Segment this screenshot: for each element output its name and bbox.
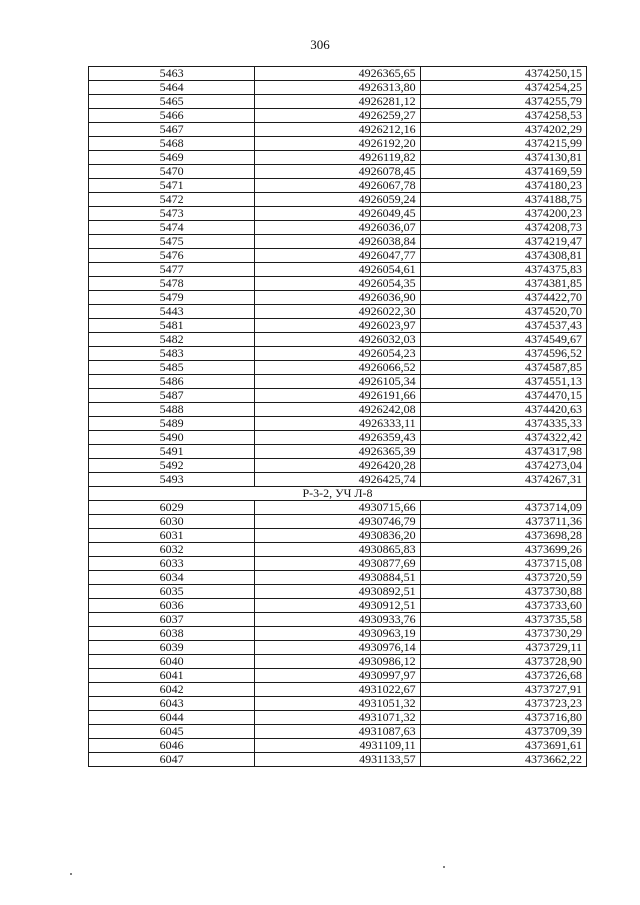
x-coordinate-cell: 4930933,76 (255, 613, 420, 627)
point-number-cell: 6041 (89, 669, 255, 683)
coordinates-table-body (89, 67, 587, 767)
x-coordinate-cell: 4930892,51 (255, 585, 420, 599)
scan-speck (443, 866, 445, 868)
y-coordinate-cell: 4374219,47 (420, 235, 586, 249)
table-row (89, 123, 587, 137)
x-coordinate-cell: 4930836,20 (255, 529, 420, 543)
x-coordinate-cell: 4926038,84 (255, 235, 420, 249)
y-coordinate-cell: 4374308,81 (420, 249, 586, 263)
y-coordinate-cell: 4374551,13 (420, 375, 586, 389)
table-row (89, 277, 587, 291)
y-coordinate-cell: 4373711,36 (420, 515, 586, 529)
point-number-cell: 6042 (89, 683, 255, 697)
x-coordinate-cell: 4926067,78 (255, 179, 420, 193)
point-number-cell: 5487 (89, 389, 255, 403)
table-row (89, 109, 587, 123)
y-coordinate-cell: 4374322,42 (420, 431, 586, 445)
point-number-cell: 5476 (89, 249, 255, 263)
x-coordinate-cell: 4926212,16 (255, 123, 420, 137)
table-row (89, 193, 587, 207)
x-coordinate-cell: 4931087,63 (255, 725, 420, 739)
table-row (89, 445, 587, 459)
x-coordinate-cell: 4926022,30 (255, 305, 420, 319)
table-row (89, 515, 587, 529)
x-coordinate-cell: 4926078,45 (255, 165, 420, 179)
point-number-cell: 5488 (89, 403, 255, 417)
table-row (89, 95, 587, 109)
scan-speck (70, 873, 72, 875)
table-row (89, 669, 587, 683)
y-coordinate-cell: 4373735,58 (420, 613, 586, 627)
table-row (89, 165, 587, 179)
point-number-cell: 5466 (89, 109, 255, 123)
table-row (89, 375, 587, 389)
table-row (89, 557, 587, 571)
point-number-cell: 6040 (89, 655, 255, 669)
point-number-cell: 5464 (89, 81, 255, 95)
y-coordinate-cell: 4374317,98 (420, 445, 586, 459)
x-coordinate-cell: 4926054,61 (255, 263, 420, 277)
x-coordinate-cell: 4926023,97 (255, 319, 420, 333)
y-coordinate-cell: 4374258,53 (420, 109, 586, 123)
table-row (89, 179, 587, 193)
x-coordinate-cell: 4926242,08 (255, 403, 420, 417)
point-number-cell: 5465 (89, 95, 255, 109)
y-coordinate-cell: 4374422,70 (420, 291, 586, 305)
y-coordinate-cell: 4373714,09 (420, 501, 586, 515)
table-row (89, 529, 587, 543)
point-number-cell: 5470 (89, 165, 255, 179)
point-number-cell: 5477 (89, 263, 255, 277)
x-coordinate-cell: 4926281,12 (255, 95, 420, 109)
point-number-cell: 5491 (89, 445, 255, 459)
point-number-cell: 5482 (89, 333, 255, 347)
table-row (89, 291, 587, 305)
point-number-cell: 5481 (89, 319, 255, 333)
point-number-cell: 6031 (89, 529, 255, 543)
y-coordinate-cell: 4374130,81 (420, 151, 586, 165)
x-coordinate-cell: 4931071,32 (255, 711, 420, 725)
x-coordinate-cell: 4930997,97 (255, 669, 420, 683)
point-number-cell: 5469 (89, 151, 255, 165)
y-coordinate-cell: 4374587,85 (420, 361, 586, 375)
x-coordinate-cell: 4931022,67 (255, 683, 420, 697)
table-row (89, 725, 587, 739)
y-coordinate-cell: 4374202,29 (420, 123, 586, 137)
y-coordinate-cell: 4373733,60 (420, 599, 586, 613)
table-row (89, 263, 587, 277)
point-number-cell: 5485 (89, 361, 255, 375)
y-coordinate-cell: 4374537,43 (420, 319, 586, 333)
y-coordinate-cell: 4374420,63 (420, 403, 586, 417)
y-coordinate-cell: 4373662,22 (420, 753, 586, 767)
y-coordinate-cell: 4374169,59 (420, 165, 586, 179)
table-row (89, 207, 587, 221)
y-coordinate-cell: 4373709,39 (420, 725, 586, 739)
table-row (89, 347, 587, 361)
y-coordinate-cell: 4374273,04 (420, 459, 586, 473)
table-row (89, 319, 587, 333)
y-coordinate-cell: 4373729,11 (420, 641, 586, 655)
point-number-cell: 5483 (89, 347, 255, 361)
point-number-cell: 6045 (89, 725, 255, 739)
point-number-cell: 5463 (89, 67, 255, 81)
table-row (89, 655, 587, 669)
y-coordinate-cell: 4373716,80 (420, 711, 586, 725)
table-row (89, 389, 587, 403)
x-coordinate-cell: 4926105,34 (255, 375, 420, 389)
point-number-cell: 6044 (89, 711, 255, 725)
table-row (89, 599, 587, 613)
y-coordinate-cell: 4374375,83 (420, 263, 586, 277)
x-coordinate-cell: 4926192,20 (255, 137, 420, 151)
point-number-cell: 6030 (89, 515, 255, 529)
table-row (89, 641, 587, 655)
section-row (89, 487, 587, 501)
point-number-cell: 5473 (89, 207, 255, 221)
table-row (89, 305, 587, 319)
x-coordinate-cell: 4926365,65 (255, 67, 420, 81)
table-row (89, 473, 587, 487)
y-coordinate-cell: 4374381,85 (420, 277, 586, 291)
x-coordinate-cell: 4926119,82 (255, 151, 420, 165)
y-coordinate-cell: 4374250,15 (420, 67, 586, 81)
y-coordinate-cell: 4374267,31 (420, 473, 586, 487)
y-coordinate-cell: 4374180,23 (420, 179, 586, 193)
x-coordinate-cell: 4930976,14 (255, 641, 420, 655)
y-coordinate-cell: 4374335,33 (420, 417, 586, 431)
y-coordinate-cell: 4374470,15 (420, 389, 586, 403)
x-coordinate-cell: 4926049,45 (255, 207, 420, 221)
y-coordinate-cell: 4373726,68 (420, 669, 586, 683)
point-number-cell: 5493 (89, 473, 255, 487)
y-coordinate-cell: 4373720,59 (420, 571, 586, 585)
table-row (89, 459, 587, 473)
table-row (89, 711, 587, 725)
y-coordinate-cell: 4373723,23 (420, 697, 586, 711)
table-row (89, 137, 587, 151)
x-coordinate-cell: 4926425,74 (255, 473, 420, 487)
table-row (89, 697, 587, 711)
x-coordinate-cell: 4926036,90 (255, 291, 420, 305)
y-coordinate-cell: 4374200,23 (420, 207, 586, 221)
y-coordinate-cell: 4373699,26 (420, 543, 586, 557)
x-coordinate-cell: 4926054,35 (255, 277, 420, 291)
x-coordinate-cell: 4930865,83 (255, 543, 420, 557)
point-number-cell: 5479 (89, 291, 255, 305)
y-coordinate-cell: 4373715,08 (420, 557, 586, 571)
table-row (89, 753, 587, 767)
table-row (89, 417, 587, 431)
point-number-cell: 6033 (89, 557, 255, 571)
table-row (89, 81, 587, 95)
point-number-cell: 5486 (89, 375, 255, 389)
point-number-cell: 5492 (89, 459, 255, 473)
point-number-cell: 5443 (89, 305, 255, 319)
table-row (89, 67, 587, 81)
x-coordinate-cell: 4930986,12 (255, 655, 420, 669)
point-number-cell: 6047 (89, 753, 255, 767)
y-coordinate-cell: 4374254,25 (420, 81, 586, 95)
point-number-cell: 6029 (89, 501, 255, 515)
point-number-cell: 6038 (89, 627, 255, 641)
x-coordinate-cell: 4926359,43 (255, 431, 420, 445)
y-coordinate-cell: 4373728,90 (420, 655, 586, 669)
y-coordinate-cell: 4373730,88 (420, 585, 586, 599)
y-coordinate-cell: 4373691,61 (420, 739, 586, 753)
table-row (89, 361, 587, 375)
coordinates-table (88, 66, 587, 767)
table-row (89, 333, 587, 347)
point-number-cell: 6036 (89, 599, 255, 613)
table-row (89, 739, 587, 753)
x-coordinate-cell: 4926036,07 (255, 221, 420, 235)
y-coordinate-cell: 4374208,73 (420, 221, 586, 235)
table-row (89, 151, 587, 165)
table-row (89, 431, 587, 445)
table-row (89, 543, 587, 557)
x-coordinate-cell: 4926365,39 (255, 445, 420, 459)
point-number-cell: 6046 (89, 739, 255, 753)
point-number-cell: 5490 (89, 431, 255, 445)
point-number-cell: 5467 (89, 123, 255, 137)
point-number-cell: 6034 (89, 571, 255, 585)
section-label: Р-3-2, УЧ Л-8 (89, 487, 587, 501)
point-number-cell: 5489 (89, 417, 255, 431)
point-number-cell: 5468 (89, 137, 255, 151)
y-coordinate-cell: 4373698,28 (420, 529, 586, 543)
table-row (89, 249, 587, 263)
page-number: 306 (310, 37, 330, 52)
table-row (89, 235, 587, 249)
table-row (89, 683, 587, 697)
table-row (89, 501, 587, 515)
point-number-cell: 6039 (89, 641, 255, 655)
point-number-cell: 5471 (89, 179, 255, 193)
point-number-cell: 5478 (89, 277, 255, 291)
x-coordinate-cell: 4930746,79 (255, 515, 420, 529)
y-coordinate-cell: 4374215,99 (420, 137, 586, 151)
y-coordinate-cell: 4373730,29 (420, 627, 586, 641)
x-coordinate-cell: 4930877,69 (255, 557, 420, 571)
x-coordinate-cell: 4931133,57 (255, 753, 420, 767)
point-number-cell: 5474 (89, 221, 255, 235)
x-coordinate-cell: 4926059,24 (255, 193, 420, 207)
table-row (89, 403, 587, 417)
x-coordinate-cell: 4926054,23 (255, 347, 420, 361)
x-coordinate-cell: 4931109,11 (255, 739, 420, 753)
x-coordinate-cell: 4926313,80 (255, 81, 420, 95)
x-coordinate-cell: 4926191,66 (255, 389, 420, 403)
table-row (89, 585, 587, 599)
y-coordinate-cell: 4373727,91 (420, 683, 586, 697)
y-coordinate-cell: 4374549,67 (420, 333, 586, 347)
point-number-cell: 5472 (89, 193, 255, 207)
x-coordinate-cell: 4930912,51 (255, 599, 420, 613)
x-coordinate-cell: 4926032,03 (255, 333, 420, 347)
y-coordinate-cell: 4374188,75 (420, 193, 586, 207)
y-coordinate-cell: 4374596,52 (420, 347, 586, 361)
x-coordinate-cell: 4931051,32 (255, 697, 420, 711)
point-number-cell: 6037 (89, 613, 255, 627)
point-number-cell: 6035 (89, 585, 255, 599)
x-coordinate-cell: 4926333,11 (255, 417, 420, 431)
point-number-cell: 6043 (89, 697, 255, 711)
x-coordinate-cell: 4926066,52 (255, 361, 420, 375)
table-row (89, 221, 587, 235)
x-coordinate-cell: 4926047,77 (255, 249, 420, 263)
table-row (89, 627, 587, 641)
y-coordinate-cell: 4374255,79 (420, 95, 586, 109)
x-coordinate-cell: 4926259,27 (255, 109, 420, 123)
x-coordinate-cell: 4930715,66 (255, 501, 420, 515)
table-row (89, 571, 587, 585)
table-row (89, 613, 587, 627)
y-coordinate-cell: 4374520,70 (420, 305, 586, 319)
point-number-cell: 6032 (89, 543, 255, 557)
x-coordinate-cell: 4930963,19 (255, 627, 420, 641)
point-number-cell: 5475 (89, 235, 255, 249)
x-coordinate-cell: 4930884,51 (255, 571, 420, 585)
x-coordinate-cell: 4926420,28 (255, 459, 420, 473)
